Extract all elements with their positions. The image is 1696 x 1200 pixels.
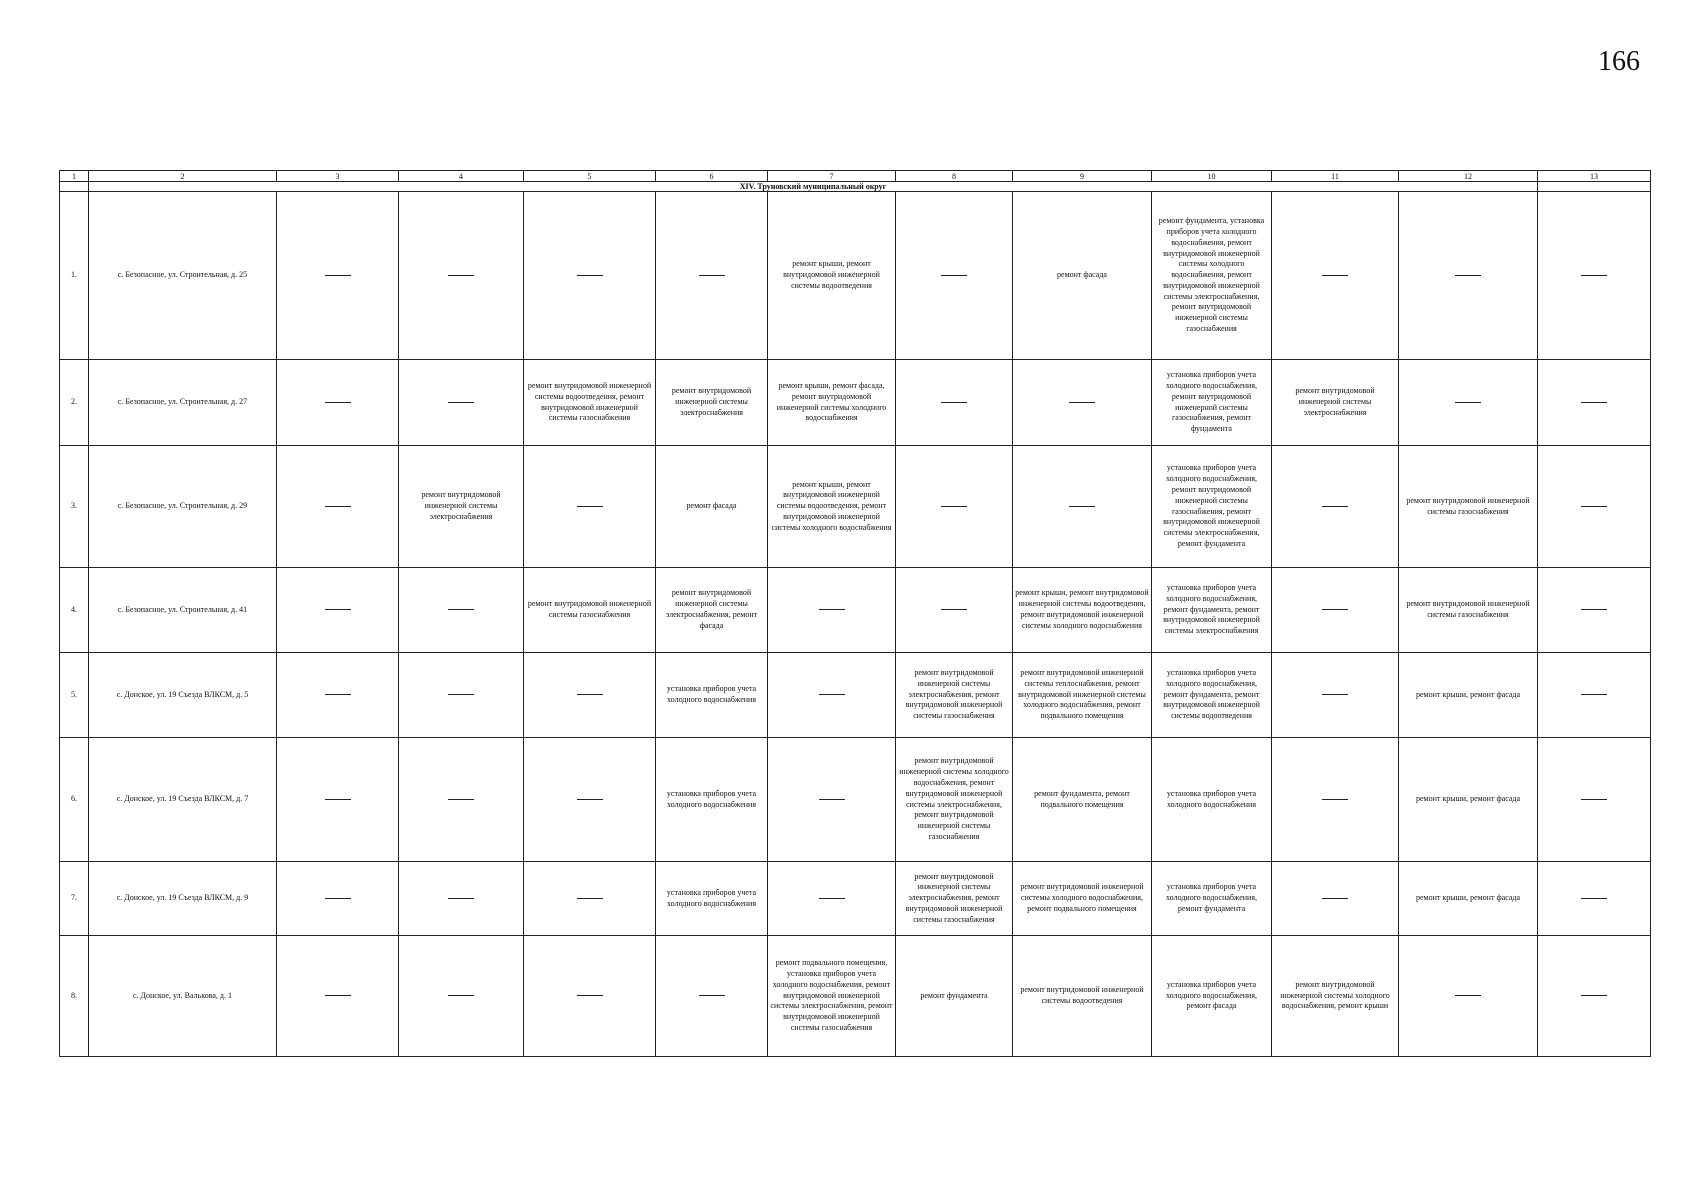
dash-mark	[325, 402, 351, 403]
empty-dash-cell	[524, 192, 656, 360]
dash-mark	[1455, 995, 1481, 996]
empty-dash-cell	[277, 360, 399, 446]
dash-mark	[325, 898, 351, 899]
empty-dash-cell	[1399, 936, 1538, 1057]
empty-dash-cell	[768, 653, 896, 738]
work-cell: ремонт фундамента	[896, 936, 1013, 1057]
empty-dash-cell	[1272, 446, 1399, 568]
empty-dash-cell	[277, 568, 399, 653]
empty-dash-cell	[277, 653, 399, 738]
dash-mark	[941, 506, 967, 507]
empty-dash-cell	[277, 862, 399, 936]
empty-dash-cell	[896, 192, 1013, 360]
dash-mark	[448, 799, 474, 800]
row-number: 5.	[60, 653, 89, 738]
column-number: 6	[656, 171, 768, 182]
empty-dash-cell	[277, 192, 399, 360]
dash-mark	[448, 898, 474, 899]
dash-mark	[941, 609, 967, 610]
work-cell: ремонт внутридомовой инженерной системы газоснабжения	[1399, 568, 1538, 653]
empty-dash-cell	[399, 936, 524, 1057]
address-cell: с. Безопасное, ул. Строительная, д. 25	[89, 192, 277, 360]
work-cell: ремонт крыши, ремонт внутридомовой инженерной системы водоотведения, ремонт внутридомовой инженерной системы холодного водоснабжения	[1013, 568, 1152, 653]
section-header-row	[60, 182, 1651, 192]
dash-mark	[1069, 402, 1095, 403]
work-cell: ремонт фундамента, установка приборов учета холодного водоснабжения, ремонт внутридомовой инженерной системы холодного водоснабжения, ремонт внутридомовой инженерной системы электроснабжения, ремонт внутридомовой инженерной системы газоснабжения	[1152, 192, 1272, 360]
dash-mark	[1322, 609, 1348, 610]
column-number: 1	[60, 171, 89, 182]
work-cell: ремонт внутридомовой инженерной системы электроснабжения	[1272, 360, 1399, 446]
work-cell: ремонт внутридомовой инженерной системы электроснабжения	[656, 360, 768, 446]
work-cell: ремонт внутридомовой инженерной системы электроснабжения, ремонт внутридомовой инженерной системы газоснабжения	[896, 653, 1013, 738]
empty-dash-cell	[399, 568, 524, 653]
column-number: 12	[1399, 171, 1538, 182]
work-cell: ремонт внутридомовой инженерной системы холодного водоснабжения, ремонт внутридомовой инженерной системы электроснабжения, ремонт внутридомовой инженерной системы газоснабжения	[896, 738, 1013, 862]
empty-dash-cell	[1538, 862, 1651, 936]
empty-dash-cell	[896, 446, 1013, 568]
dash-mark	[1322, 506, 1348, 507]
dash-mark	[1455, 402, 1481, 403]
work-cell: ремонт крыши, ремонт фасада	[1399, 862, 1538, 936]
empty-dash-cell	[1272, 862, 1399, 936]
empty-dash-cell	[768, 862, 896, 936]
dash-mark	[325, 995, 351, 996]
empty-dash-cell	[524, 653, 656, 738]
work-cell: ремонт подвального помещения, установка приборов учета холодного водоснабжения, ремонт внутридомовой инженерной системы электроснабжения, ремонт внутридомовой инженерной системы газоснабжения	[768, 936, 896, 1057]
dash-mark	[577, 694, 603, 695]
row-number: 1.	[60, 192, 89, 360]
empty-dash-cell	[1272, 738, 1399, 862]
table-row	[60, 936, 1651, 1057]
dash-mark	[1581, 609, 1607, 610]
work-cell: ремонт внутридомовой инженерной системы электроснабжения	[399, 446, 524, 568]
dash-mark	[325, 609, 351, 610]
work-cell: ремонт крыши, ремонт внутридомовой инженерной системы водоотведения	[768, 192, 896, 360]
column-number: 4	[399, 171, 524, 182]
address-cell: с. Донское, ул. 19 Съезда ВЛКСМ, д. 5	[89, 653, 277, 738]
dash-mark	[699, 995, 725, 996]
table-row	[60, 738, 1651, 862]
work-cell: установка приборов учета холодного водоснабжения, ремонт фундамента, ремонт внутридомовой инженерной системы электроснабжения	[1152, 568, 1272, 653]
dash-mark	[1581, 506, 1607, 507]
section-spacer	[1538, 182, 1651, 192]
row-number: 4.	[60, 568, 89, 653]
dash-mark	[819, 799, 845, 800]
dash-mark	[1581, 898, 1607, 899]
row-number: 7.	[60, 862, 89, 936]
empty-dash-cell	[656, 936, 768, 1057]
dash-mark	[1581, 995, 1607, 996]
dash-mark	[1069, 506, 1095, 507]
empty-dash-cell	[1538, 738, 1651, 862]
empty-dash-cell	[1538, 446, 1651, 568]
repair-schedule-table	[59, 170, 1651, 1057]
empty-dash-cell	[768, 738, 896, 862]
empty-dash-cell	[896, 360, 1013, 446]
work-cell: ремонт внутридомовой инженерной системы газоснабжения	[1399, 446, 1538, 568]
empty-dash-cell	[399, 653, 524, 738]
empty-dash-cell	[399, 192, 524, 360]
empty-dash-cell	[524, 738, 656, 862]
work-cell: ремонт внутридомовой инженерной системы электроснабжения, ремонт внутридомовой инженерной системы газоснабжения	[896, 862, 1013, 936]
work-cell: установка приборов учета холодного водоснабжения	[656, 738, 768, 862]
empty-dash-cell	[1399, 360, 1538, 446]
empty-dash-cell	[1538, 936, 1651, 1057]
table-row	[60, 653, 1651, 738]
work-cell: установка приборов учета холодного водоснабжения	[656, 653, 768, 738]
work-cell: ремонт крыши, ремонт фасада	[1399, 653, 1538, 738]
address-cell: с. Безопасное, ул. Строительная, д. 41	[89, 568, 277, 653]
dash-mark	[577, 898, 603, 899]
dash-mark	[1581, 275, 1607, 276]
dash-mark	[325, 799, 351, 800]
dash-mark	[325, 506, 351, 507]
empty-dash-cell	[1538, 360, 1651, 446]
column-number: 3	[277, 171, 399, 182]
work-cell: ремонт внутридомовой инженерной системы холодного водоснабжения, ремонт подвального помещения	[1013, 862, 1152, 936]
dash-mark	[448, 275, 474, 276]
work-cell: установка приборов учета холодного водоснабжения	[1152, 738, 1272, 862]
table-row	[60, 568, 1651, 653]
empty-dash-cell	[277, 936, 399, 1057]
table-row	[60, 192, 1651, 360]
empty-dash-cell	[1272, 192, 1399, 360]
column-number-row	[60, 171, 1651, 182]
work-cell: ремонт крыши, ремонт фасада	[1399, 738, 1538, 862]
empty-dash-cell	[524, 446, 656, 568]
empty-dash-cell	[1272, 653, 1399, 738]
work-cell: ремонт внутридомовой инженерной системы электроснабжения, ремонт фасада	[656, 568, 768, 653]
work-cell: установка приборов учета холодного водоснабжения, ремонт внутридомовой инженерной системы газоснабжения, ремонт фундамента	[1152, 360, 1272, 446]
table-row	[60, 360, 1651, 446]
row-number: 3.	[60, 446, 89, 568]
dash-mark	[1322, 799, 1348, 800]
dash-mark	[819, 694, 845, 695]
empty-dash-cell	[1538, 568, 1651, 653]
row-number: 6.	[60, 738, 89, 862]
empty-dash-cell	[1399, 192, 1538, 360]
dash-mark	[1581, 402, 1607, 403]
work-cell: установка приборов учета холодного водоснабжения	[656, 862, 768, 936]
dash-mark	[1455, 275, 1481, 276]
column-number: 7	[768, 171, 896, 182]
dash-mark	[819, 898, 845, 899]
dash-mark	[325, 275, 351, 276]
dash-mark	[1322, 275, 1348, 276]
work-cell: ремонт крыши, ремонт фасада, ремонт внутридомовой инженерной системы холодного водоснабжения	[768, 360, 896, 446]
dash-mark	[699, 275, 725, 276]
empty-dash-cell	[1013, 446, 1152, 568]
dash-mark	[577, 275, 603, 276]
column-number: 9	[1013, 171, 1152, 182]
empty-dash-cell	[524, 936, 656, 1057]
empty-dash-cell	[399, 360, 524, 446]
work-cell: ремонт фасада	[1013, 192, 1152, 360]
column-number: 2	[89, 171, 277, 182]
empty-dash-cell	[656, 192, 768, 360]
empty-dash-cell	[524, 862, 656, 936]
dash-mark	[941, 402, 967, 403]
address-cell: с. Безопасное, ул. Строительная, д. 29	[89, 446, 277, 568]
empty-dash-cell	[399, 862, 524, 936]
dash-mark	[1581, 694, 1607, 695]
dash-mark	[1581, 799, 1607, 800]
row-number: 2.	[60, 360, 89, 446]
dash-mark	[819, 609, 845, 610]
empty-dash-cell	[277, 738, 399, 862]
empty-dash-cell	[1538, 192, 1651, 360]
address-cell: с. Донское, ул. Валькова, д. 1	[89, 936, 277, 1057]
work-cell: установка приборов учета холодного водоснабжения, ремонт фасада	[1152, 936, 1272, 1057]
address-cell: с. Донское, ул. 19 Съезда ВЛКСМ, д. 7	[89, 738, 277, 862]
column-number: 8	[896, 171, 1013, 182]
work-cell: ремонт внутридомовой инженерной системы водоотведения, ремонт внутридомовой инженерной системы газоснабжения	[524, 360, 656, 446]
empty-dash-cell	[768, 568, 896, 653]
work-cell: установка приборов учета холодного водоснабжения, ремонт внутридомовой инженерной системы газоснабжения, ремонт внутридомовой инженерной системы электроснабжения, ремонт фундамента	[1152, 446, 1272, 568]
address-cell: с. Безопасное, ул. Строительная, д. 27	[89, 360, 277, 446]
column-number: 13	[1538, 171, 1651, 182]
column-number: 5	[524, 171, 656, 182]
dash-mark	[577, 995, 603, 996]
section-spacer	[60, 182, 89, 192]
empty-dash-cell	[399, 738, 524, 862]
work-cell: ремонт фундамента, ремонт подвального помещения	[1013, 738, 1152, 862]
work-cell: ремонт внутридомовой инженерной системы холодного водоснабжения, ремонт крыши	[1272, 936, 1399, 1057]
work-cell: ремонт фасада	[656, 446, 768, 568]
section-title: XIV. Труновский муниципальный округ	[89, 182, 1538, 192]
dash-mark	[577, 506, 603, 507]
dash-mark	[577, 799, 603, 800]
work-cell: установка приборов учета холодного водоснабжения, ремонт фундамента, ремонт внутридомовой инженерной системы водоотведения	[1152, 653, 1272, 738]
dash-mark	[448, 694, 474, 695]
dash-mark	[941, 275, 967, 276]
work-cell: ремонт внутридомовой инженерной системы водоотведения	[1013, 936, 1152, 1057]
empty-dash-cell	[1013, 360, 1152, 446]
empty-dash-cell	[896, 568, 1013, 653]
empty-dash-cell	[1272, 568, 1399, 653]
empty-dash-cell	[1538, 653, 1651, 738]
dash-mark	[448, 609, 474, 610]
row-number: 8.	[60, 936, 89, 1057]
table-body	[60, 171, 1651, 1057]
work-cell: установка приборов учета холодного водоснабжения, ремонт фундамента	[1152, 862, 1272, 936]
table-row	[60, 446, 1651, 568]
dash-mark	[1322, 694, 1348, 695]
column-number: 11	[1272, 171, 1399, 182]
dash-mark	[1322, 898, 1348, 899]
address-cell: с. Донское, ул. 19 Съезда ВЛКСМ, д. 9	[89, 862, 277, 936]
dash-mark	[448, 995, 474, 996]
dash-mark	[448, 402, 474, 403]
work-cell: ремонт крыши, ремонт внутридомовой инженерной системы водоотведения, ремонт внутридомовой инженерной системы холодного водоснабжения	[768, 446, 896, 568]
empty-dash-cell	[277, 446, 399, 568]
table-row	[60, 862, 1651, 936]
work-cell: ремонт внутридомовой инженерной системы газоснабжения	[524, 568, 656, 653]
column-number: 10	[1152, 171, 1272, 182]
work-cell: ремонт внутридомовой инженерной системы теплоснабжения, ремонт внутридомовой инженерной системы холодного водоснабжения, ремонт подвального помещения	[1013, 653, 1152, 738]
page-number: 166	[1598, 46, 1640, 77]
dash-mark	[325, 694, 351, 695]
